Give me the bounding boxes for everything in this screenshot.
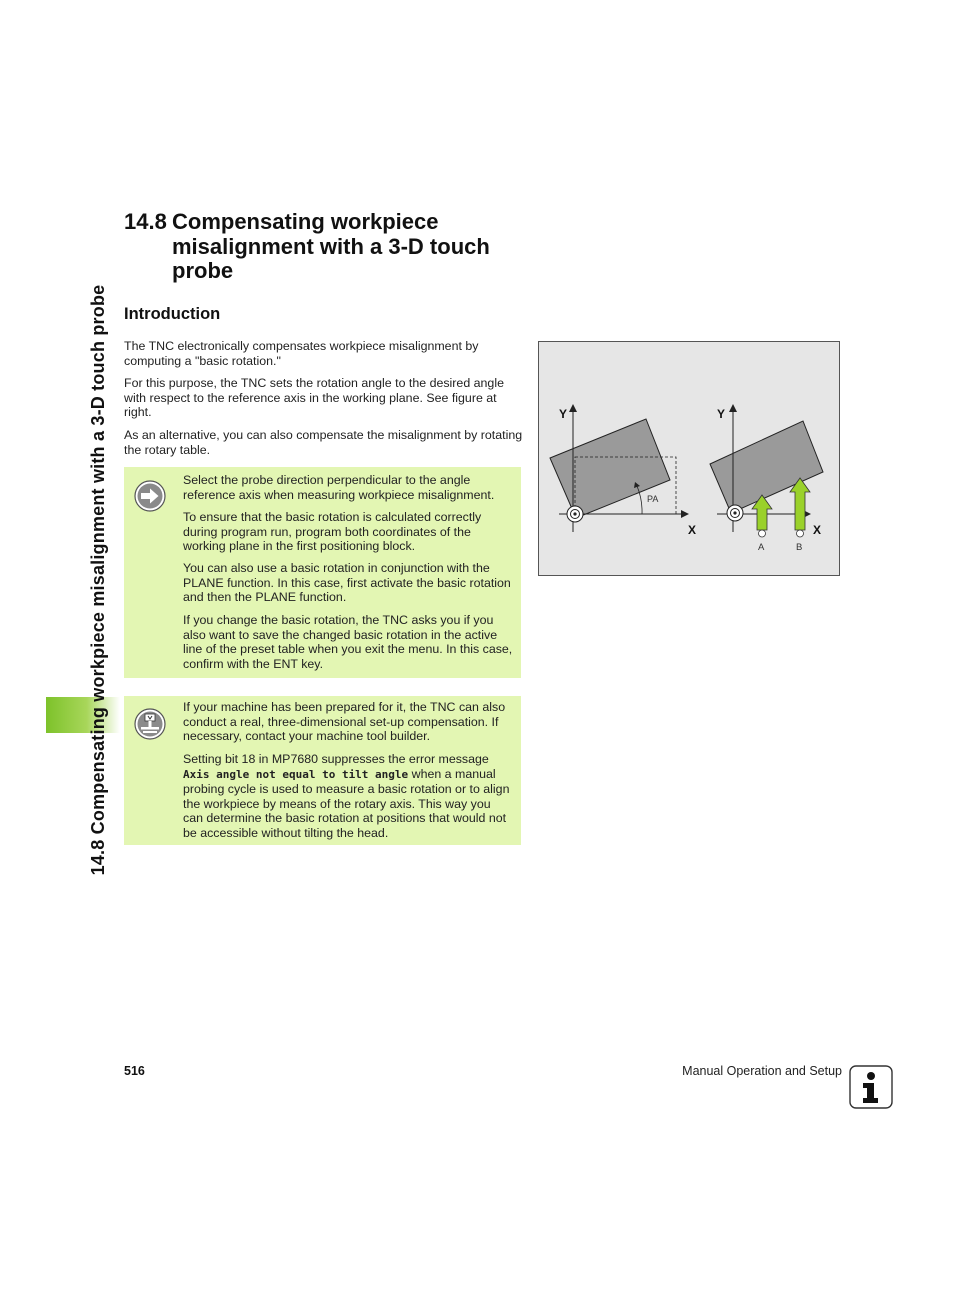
note2-paragraph-2 [183,752,513,840]
machine-icon [134,708,166,740]
basic-rotation-figure [538,341,840,576]
intro-paragraph-2: For this purpose, the TNC sets the rotation angle to the desired angle with respect to the reference axis in the working plane. See figure at right. [124,376,504,419]
note1-paragraph-3: You can also use a basic rotation in conjunction with the PLANE function. In this case, first activate the basic rotation and then the PLANE function. [183,561,511,604]
x-label-left: X [688,523,697,537]
info-icon [849,1065,893,1109]
note1-paragraph-4: If you change the basic rotation, the TNC asks you if you also want to save the changed basic rotation in the active line of the preset table when you exit the menu. In this case, confirm with the ENT key. [183,613,513,671]
point-label-b: B [796,542,803,553]
chapter-footer-title: Manual Operation and Setup [682,1064,842,1078]
intro-paragraph-3: As an alternative, you can also compensate the misalignment by rotating the rotary table. [124,428,523,457]
y-label-right: Y [717,407,726,421]
note2-paragraph-1: If your machine has been prepared for it, the TNC can also conduct a real, three-dimensional set-up compensation. If necessary, contact your machine tool builder. [183,700,506,743]
x-label-right: X [813,523,822,537]
error-message-code: Axis angle not equal to tilt angle [183,767,409,781]
section-title: Compensating workpiece misalignment with a 3-D touch probe [172,209,490,283]
rotated-workpiece-right [710,421,823,513]
section-number: 14.8 [124,209,167,234]
intro-paragraph-1: The TNC electronically compensates workpiece misalignment by computing a "basic rotation." [124,339,479,368]
arrow-right-icon [134,480,166,512]
section-heading [124,210,544,284]
note2-text-after: when a manual probing cycle is used to measure a basic rotation or to align the workpiece by means of the rotary axis. This way you can determine the basic rotation at positions that would not be accessible without tilting the head. [183,766,510,840]
point-label-a: A [758,542,765,553]
side-chapter-title: 14.8 Compensating workpiece misalignment with a 3-D touch probe [88,284,108,876]
note-box-machine [124,696,521,845]
note-box-probe-direction [124,467,521,678]
note1-paragraph-2: To ensure that the basic rotation is calculated correctly during program run, program both coordinates of the working plane in the first positioning block. [183,510,482,553]
introduction-heading: Introduction [124,305,221,323]
angle-label: PA [647,494,659,504]
basic-rotation-diagram [539,342,839,575]
probe-point-b [797,530,804,537]
probe-point-a [759,530,766,537]
note1-paragraph-1: Select the probe direction perpendicular to the angle reference axis when measuring workpiece misalignment. [183,473,495,502]
page-number: 516 [124,1064,145,1078]
y-label-left: Y [559,407,568,421]
note2-text-before: Setting bit 18 in MP7680 suppresses the error message [183,752,489,766]
